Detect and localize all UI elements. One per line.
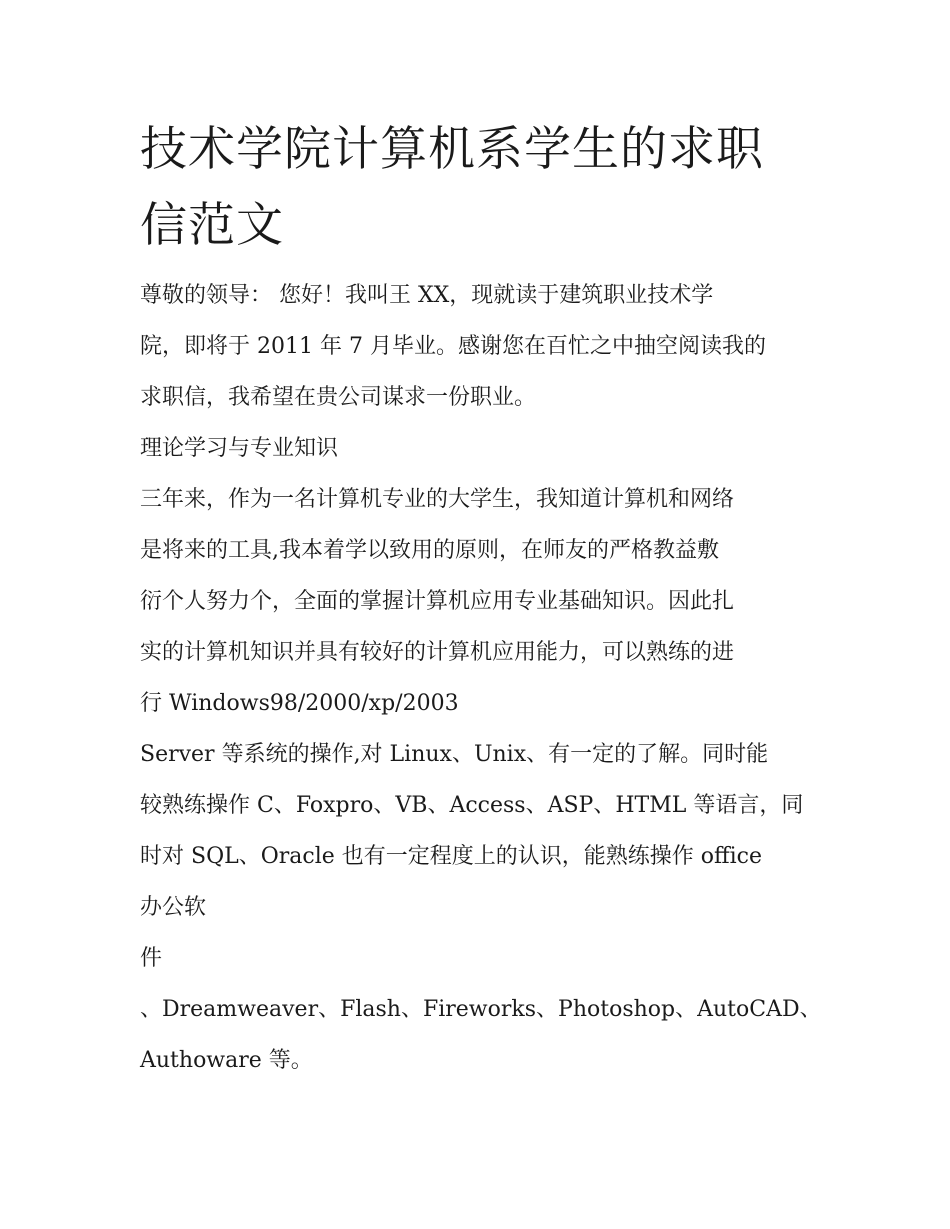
body-line: Server 等系统的操作,对 Linux、Unix、有一定的了解。同时能 xyxy=(140,742,769,767)
body-line: 实的计算机知识并具有较好的计算机应用能力，可以熟练的进 xyxy=(140,640,735,665)
body-line: 、Dreamweaver、Flash、Fireworks、Photoshop、AutoCAD、 xyxy=(140,997,822,1022)
body-line: 三年来，作为一名计算机专业的大学生，我知道计算机和网络 xyxy=(140,487,735,512)
body-line: 较熟练操作 C、Foxpro、VB、Access、ASP、HTML 等语言，同 xyxy=(140,793,804,818)
title-line: 技术学院计算机系学生的求职 xyxy=(140,122,764,177)
body-line: 办公软 xyxy=(140,895,207,920)
section-heading: 理论学习与专业知识 xyxy=(140,436,339,461)
body-line: 行 Windows98/2000/xp/2003 xyxy=(140,691,459,716)
body-line: 是将来的工具,我本着学以致用的原则，在师友的严格教益敷 xyxy=(140,538,719,563)
body-line: Authoware 等。 xyxy=(140,1048,313,1073)
body-line: 求职信，我希望在贵公司谋求一份职业。 xyxy=(140,385,537,410)
document-page xyxy=(140,112,820,1086)
title-line: 信范文 xyxy=(140,198,284,253)
document-body xyxy=(140,270,820,1086)
body-line: 时对 SQL、Oracle 也有一定程度上的认识，能熟练操作 office xyxy=(140,844,762,869)
body-line: 衍个人努力个，全面的掌握计算机应用专业基础知识。因此扎 xyxy=(140,589,735,614)
document-title xyxy=(140,112,820,264)
body-line: 件 xyxy=(140,946,163,971)
body-line: 院，即将于 2011 年 7 月毕业。感谢您在百忙之中抽空阅读我的 xyxy=(140,334,766,359)
body-line: 尊敬的领导： 您好！我叫王 XX，现就读于建筑职业技术学 xyxy=(140,283,714,308)
